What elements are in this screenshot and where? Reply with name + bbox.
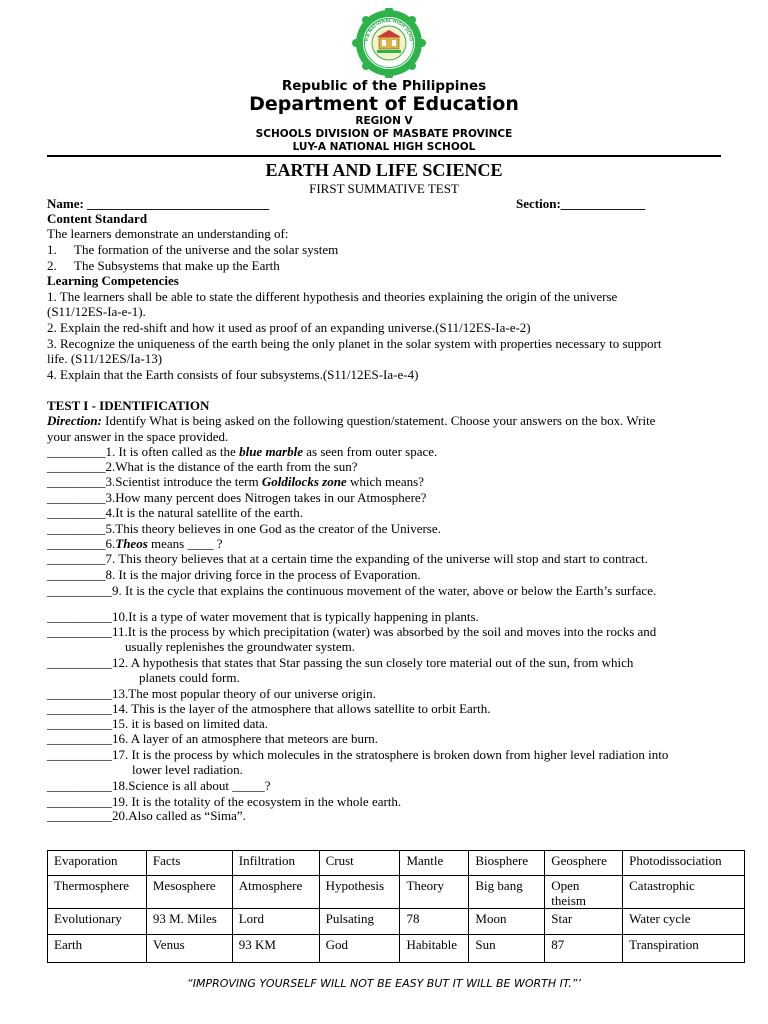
answer-blank[interactable]: _________: [47, 747, 106, 762]
competency-line: 2. Explain the red-shift and how it used as proof of an expanding universe.(S11/12ES-Ia-e-2): [47, 320, 531, 335]
name-field[interactable]: Name: ____________________________: [47, 196, 270, 211]
question-text: _17. It is the process by which molecules in the stratosphere is broken down from higher level radiation into: [105, 747, 669, 762]
motivational-quote: “IMPROVING YOURSELF WILL NOT BE EASY BUT IT WILL BE WORTH IT.”’: [187, 977, 581, 990]
content-standard-item-1: The formation of the universe and the solar system: [74, 242, 339, 257]
question-continuation: usually replenishes the groundwater system.: [125, 639, 355, 654]
answer-choice-cell: 93 KM: [232, 935, 319, 963]
content-standard-item-2: The Subsystems that make up the Earth: [74, 258, 280, 273]
question-text: 6.: [105, 536, 116, 551]
content-standard-num-2: 2.: [47, 258, 57, 273]
question-text: 3.Scientist introduce the term: [105, 474, 262, 489]
answer-choice-cell: Infiltration: [232, 851, 319, 876]
answer-choice-cell: Open theism: [545, 876, 623, 909]
school-line: LUY-A NATIONAL HIGH SCHOOL: [292, 141, 476, 153]
question-item: [47, 778, 271, 793]
question-text: _10.It is a type of water movement that is typically happening in plants.: [105, 609, 479, 624]
answer-choice-cell: 93 M. Miles: [146, 909, 232, 935]
answer-choice-cell: Star: [545, 909, 623, 935]
question-item: [47, 716, 268, 731]
question-emphasis: Theos: [115, 536, 148, 551]
answer-blank[interactable]: _________: [47, 536, 106, 551]
answer-box-row: [48, 851, 745, 876]
answer-blank[interactable]: _________: [47, 808, 106, 823]
answer-choice-cell: Biosphere: [469, 851, 545, 876]
answer-choice-cell: Geosphere: [545, 851, 623, 876]
answer-blank[interactable]: _________: [47, 567, 106, 582]
answer-box-table: [47, 850, 745, 963]
answer-choice-cell: Transpiration: [623, 935, 745, 963]
question-continuation: lower level radiation.: [132, 762, 243, 777]
answer-choice-cell: Sun: [469, 935, 545, 963]
question-item: [47, 655, 633, 670]
question-text: _16. A layer of an atmosphere that meteors are burn.: [105, 731, 379, 746]
competency-line: (S11/12ES-Ia-e-1).: [47, 304, 146, 319]
question-text: _20.Also called as “Sima”.: [105, 808, 246, 823]
school-seal-icon: [350, 8, 428, 78]
content-standard-num-1: 1.: [47, 242, 57, 257]
question-text: 4.It is the natural satellite of the earth.: [105, 505, 303, 520]
question-item: [47, 583, 656, 598]
test1-heading: TEST I - IDENTIFICATION: [47, 398, 210, 413]
question-item: [47, 747, 668, 762]
question-item: [47, 701, 490, 716]
seal-text: Y-A NATIONAL HIGH SCHO: [365, 18, 413, 42]
answer-choice-cell: God: [319, 935, 400, 963]
question-item: [47, 490, 426, 505]
answer-blank[interactable]: _________: [47, 731, 106, 746]
answer-blank[interactable]: _________: [47, 459, 106, 474]
answer-blank[interactable]: _________: [47, 778, 106, 793]
answer-blank[interactable]: _________: [47, 686, 106, 701]
answer-box-row: [48, 935, 745, 963]
question-item: [47, 794, 401, 809]
answer-choice-cell: Pulsating: [319, 909, 400, 935]
question-item: [47, 536, 222, 551]
answer-choice-cell: Mesosphere: [146, 876, 232, 909]
header-divider: [47, 155, 721, 157]
competency-line: 4. Explain that the Earth consists of four subsystems.(S11/12ES-Ia-e-4): [47, 367, 419, 382]
answer-blank[interactable]: _________: [47, 474, 106, 489]
question-text: _18.Science is all about _____?: [105, 778, 271, 793]
answer-choice-cell: Mantle: [400, 851, 469, 876]
question-text: 7. This theory believes that at a certain time the expanding of the universe will stop and start to contract.: [105, 551, 648, 566]
question-item: [47, 551, 648, 566]
direction-line: [47, 413, 655, 428]
question-text: _15. it is based on limited data.: [105, 716, 268, 731]
question-text-end: means ____ ?: [147, 536, 223, 551]
question-text: _12. A hypothesis that states that Star passing the sun closely tore material out of the sun, from which: [105, 655, 634, 670]
question-item: [47, 474, 424, 489]
answer-blank[interactable]: _________: [47, 701, 106, 716]
subject-title: EARTH AND LIFE SCIENCE: [265, 160, 503, 180]
question-text-end: as seen from outer space.: [303, 444, 438, 459]
answer-blank[interactable]: _________: [47, 794, 106, 809]
question-emphasis: Goldilocks zone: [261, 474, 347, 489]
question-item: [47, 459, 357, 474]
answer-choice-cell: Lord: [232, 909, 319, 935]
direction-label: Direction:: [47, 413, 102, 428]
question-continuation: planets could form.: [139, 670, 240, 685]
answer-blank[interactable]: _________: [47, 655, 106, 670]
question-item: [47, 731, 378, 746]
test-title: FIRST SUMMATIVE TEST: [309, 181, 459, 196]
question-text-end: which means?: [346, 474, 424, 489]
question-item: [47, 505, 303, 520]
question-item: [47, 609, 479, 624]
question-item: [47, 567, 421, 582]
question-item: [47, 444, 437, 459]
answer-blank[interactable]: _________: [47, 609, 106, 624]
answer-choice-cell: Thermosphere: [48, 876, 147, 909]
question-text: _13.The most popular theory of our universe origin.: [105, 686, 376, 701]
answer-choice-cell: Evaporation: [48, 851, 147, 876]
question-item: [47, 624, 656, 639]
answer-choice-cell: Water cycle: [623, 909, 745, 935]
answer-choice-cell: 87: [545, 935, 623, 963]
question-emphasis: blue marble: [239, 444, 303, 459]
question-text: _11.It is the process by which precipitation (water) was absorbed by the soil and moves into the rocks and: [105, 624, 657, 639]
answer-choice-cell: Crust: [319, 851, 400, 876]
department-title: Department of Education: [249, 93, 519, 115]
question-item: [47, 808, 246, 823]
answer-choice-cell: 78: [400, 909, 469, 935]
answer-box-row: [48, 876, 745, 909]
question-text: 1. It is often called as the: [105, 444, 240, 459]
question-text: 8. It is the major driving force in the process of Evaporation.: [105, 567, 421, 582]
competency-line: life. (S11/12ES/Ia-13): [47, 351, 163, 366]
question-item: [47, 521, 441, 536]
direction-text: Identify What is being asked on the following question/statement. Choose your answers on the box. Write: [101, 413, 656, 428]
answer-choice-cell: Venus: [146, 935, 232, 963]
answer-choice-cell: Hypothesis: [319, 876, 400, 909]
region-line: REGION V: [355, 115, 413, 127]
competency-line: 3. Recognize the uniqueness of the earth being the only planet in the solar system with properties necessary to support: [47, 336, 662, 351]
question-text: 2.What is the distance of the earth from the sun?: [105, 459, 358, 474]
answer-choice-cell: Habitable: [400, 935, 469, 963]
question-item: [47, 686, 376, 701]
answer-blank[interactable]: _________: [47, 444, 106, 459]
answer-blank[interactable]: _________: [47, 551, 106, 566]
answer-choice-cell: Moon: [469, 909, 545, 935]
answer-choice-cell: Photodissociation: [623, 851, 745, 876]
answer-blank[interactable]: _________: [47, 716, 106, 731]
question-text: _9. It is the cycle that explains the continuous movement of the water, above or below the Earth’s surface.: [105, 583, 657, 598]
question-text: 3.How many percent does Nitrogen takes in our Atmosphere?: [105, 490, 427, 505]
answer-choice-cell: Facts: [146, 851, 232, 876]
answer-blank[interactable]: _________: [47, 624, 106, 639]
answer-blank[interactable]: _________: [47, 505, 106, 520]
question-text: _14. This is the layer of the atmosphere that allows satellite to orbit Earth.: [105, 701, 491, 716]
answer-box-row: [48, 909, 745, 935]
answer-blank[interactable]: _________: [47, 521, 106, 536]
direction-line-2: your answer in the space provided.: [47, 429, 229, 444]
answer-choice-cell: Big bang: [469, 876, 545, 909]
answer-choice-cell: Catastrophic: [623, 876, 745, 909]
answer-blank[interactable]: _________: [47, 583, 106, 598]
answer-choice-cell: Theory: [400, 876, 469, 909]
division-line: SCHOOLS DIVISION OF MASBATE PROVINCE: [255, 128, 513, 140]
answer-choice-cell: Evolutionary: [48, 909, 147, 935]
competency-line: 1. The learners shall be able to state the different hypothesis and theories explaining the origin of the universe: [47, 289, 618, 304]
republic-line: Republic of the Philippines: [281, 78, 487, 94]
answer-choice-cell: Atmosphere: [232, 876, 319, 909]
question-text: _19. It is the totality of the ecosystem in the whole earth.: [105, 794, 402, 809]
answer-choice-cell: Earth: [48, 935, 147, 963]
content-standard-heading: Content Standard: [47, 211, 148, 226]
competencies-heading: Learning Competencies: [47, 273, 179, 288]
answer-blank[interactable]: _________: [47, 490, 106, 505]
section-field[interactable]: Section:_____________: [516, 196, 646, 211]
content-standard-intro: The learners demonstrate an understanding of:: [47, 226, 289, 241]
question-text: 5.This theory believes in one God as the creator of the Universe.: [105, 521, 441, 536]
